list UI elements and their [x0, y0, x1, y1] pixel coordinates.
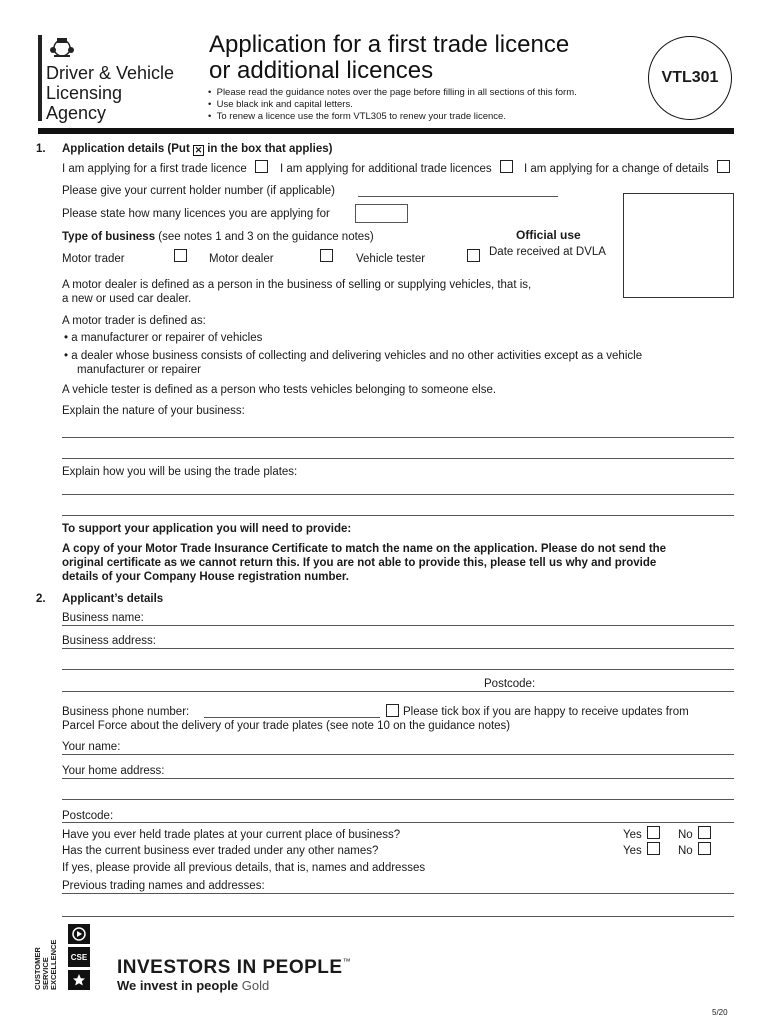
section-1-heading: Application details (Put ✕ in the box that applies) [62, 143, 333, 155]
support-text: A copy of your Motor Trade Insurance Certificate to match the name on the application. Please do not send the original certificate as we cannot return this. If you are not able to provide this, please tell us why and provide details of your Company House registration number. [62, 543, 667, 583]
traded-yes-checkbox[interactable] [647, 842, 660, 855]
form-title [209, 32, 569, 84]
held-no-checkbox[interactable] [698, 826, 711, 839]
additional-licences-label: I am applying for additional trade licences [280, 163, 492, 175]
held-no-label: No [678, 829, 693, 841]
date-received-label: Date received at DVLA [489, 246, 606, 258]
section-2-heading: Applicant’s details [62, 593, 164, 605]
title-line-1: Application for a first trade licence [209, 31, 570, 58]
title-line-2: or additional licences [209, 57, 434, 84]
type-of-business-label: Type of business (see notes 1 and 3 on the guidance notes) [62, 231, 374, 243]
page-code: 5/20 [712, 1008, 728, 1017]
question-held-plates: Have you ever held trade plates at your current place of business? [62, 829, 401, 841]
explain-plates-line-1[interactable] [62, 494, 734, 495]
business-name-label: Business name: [62, 612, 144, 624]
play-icon [68, 924, 90, 944]
change-details-checkbox[interactable] [717, 160, 730, 173]
motor-trader-checkbox[interactable] [174, 249, 187, 262]
first-licence-checkbox[interactable] [255, 160, 268, 173]
traded-yes-label: Yes [623, 845, 642, 857]
home-postcode-label: Postcode: [62, 810, 114, 822]
crest-logo [48, 36, 76, 58]
form-id-badge: VTL301 [648, 36, 732, 120]
instructions [208, 87, 577, 123]
question-other-names: Has the current business ever traded under any other names? [62, 845, 379, 857]
motor-trader-label: Motor trader [62, 253, 125, 265]
traded-no-checkbox[interactable] [698, 842, 711, 855]
how-many-label: Please state how many licences you are applying for [62, 208, 330, 220]
parcel-force-checkbox[interactable] [386, 704, 399, 717]
section-2-number: 2. [36, 593, 46, 605]
explain-business-line-2[interactable] [62, 458, 734, 459]
investors-in-people-tagline: We invest in people Gold [117, 978, 270, 993]
holder-number-field[interactable] [358, 196, 558, 197]
vehicle-tester-label: Vehicle tester [356, 253, 426, 265]
instruction-item: • Use black ink and capital letters. [208, 99, 353, 110]
motor-dealer-checkbox[interactable] [320, 249, 333, 262]
holder-number-label: Please give your current holder number (if applicable) [62, 185, 335, 197]
business-phone-field[interactable] [204, 717, 380, 718]
star-icon [68, 970, 90, 990]
org-line-2: Licensing [46, 83, 123, 103]
business-name-field[interactable] [62, 625, 734, 626]
checked-box-icon: ✕ [194, 145, 203, 155]
parcel-force-label-2: Parcel Force about the delivery of your trade plates (see note 10 on the guidance notes) [62, 720, 511, 732]
home-postcode-field[interactable] [62, 822, 734, 823]
motor-trader-definition: A motor trader is defined as: [62, 315, 206, 327]
first-licence-label: I am applying for a first trade licence [62, 163, 247, 175]
instruction-item: • Please read the guidance notes over the page before filling in all sections of this form. [208, 87, 577, 98]
organisation-name [46, 63, 174, 123]
investors-in-people-logo: INVESTORS IN PEOPLE™ [117, 957, 352, 978]
vehicle-tester-definition: A vehicle tester is defined as a person who tests vehicles belonging to someone else. [62, 384, 497, 396]
additional-licences-checkbox[interactable] [500, 160, 513, 173]
trader-bullet-2: • a dealer whose business consists of collecting and delivering vehicles and no other activities except as a vehicle manufacturer or repairer [64, 350, 643, 376]
logo-bar [38, 35, 42, 121]
home-address-label: Your home address: [62, 765, 165, 777]
your-name-label: Your name: [62, 741, 121, 753]
explain-plates-label: Explain how you will be using the trade plates: [62, 466, 298, 478]
how-many-input[interactable] [355, 204, 408, 223]
parcel-force-label-1: Please tick box if you are happy to receive updates from [403, 706, 689, 718]
instruction-item: • To renew a licence use the form VTL305 to renew your trade licence. [208, 111, 506, 122]
vehicle-tester-checkbox[interactable] [467, 249, 480, 262]
business-phone-label: Business phone number: [62, 706, 190, 718]
held-yes-checkbox[interactable] [647, 826, 660, 839]
traded-no-label: No [678, 845, 693, 857]
change-details-label: I am applying for a change of details [524, 163, 709, 175]
previous-names-line-2[interactable] [62, 916, 734, 917]
org-line-1: Driver & Vehicle [46, 63, 175, 83]
explain-plates-line-2[interactable] [62, 515, 734, 516]
business-address-line-2[interactable] [62, 669, 734, 670]
explain-business-label: Explain the nature of your business: [62, 405, 245, 417]
if-yes-instruction: If yes, please provide all previous details, that is, names and addresses [62, 862, 426, 874]
previous-names-line-1[interactable] [62, 893, 734, 894]
home-address-line-2[interactable] [62, 799, 734, 800]
cse-text: CUSTOMER SERVICE EXCELLENCE [33, 939, 58, 990]
explain-business-line-1[interactable] [62, 437, 734, 438]
business-address-label: Business address: [62, 635, 156, 647]
org-line-3: Agency [46, 103, 107, 123]
business-postcode-label: Postcode: [484, 678, 536, 690]
motor-dealer-label: Motor dealer [209, 253, 274, 265]
business-address-line-1[interactable] [62, 648, 734, 649]
official-use-heading: Official use [516, 228, 581, 242]
official-use-box [623, 193, 734, 298]
trader-bullet-1: • a manufacturer or repairer of vehicles [64, 332, 263, 344]
motor-dealer-definition: A motor dealer is defined as a person in the business of selling or supplying vehicles, that is, a new or used car dealer. [62, 279, 532, 305]
support-heading: To support your application you will need to provide: [62, 523, 352, 535]
header-rule [38, 128, 734, 134]
business-postcode-field[interactable] [62, 691, 734, 692]
section-1-number: 1. [36, 143, 46, 155]
home-address-line-1[interactable] [62, 778, 734, 779]
previous-names-label: Previous trading names and addresses: [62, 880, 265, 892]
held-yes-label: Yes [623, 829, 642, 841]
your-name-field[interactable] [62, 754, 734, 755]
cse-badge-icon: CSE [68, 947, 90, 967]
